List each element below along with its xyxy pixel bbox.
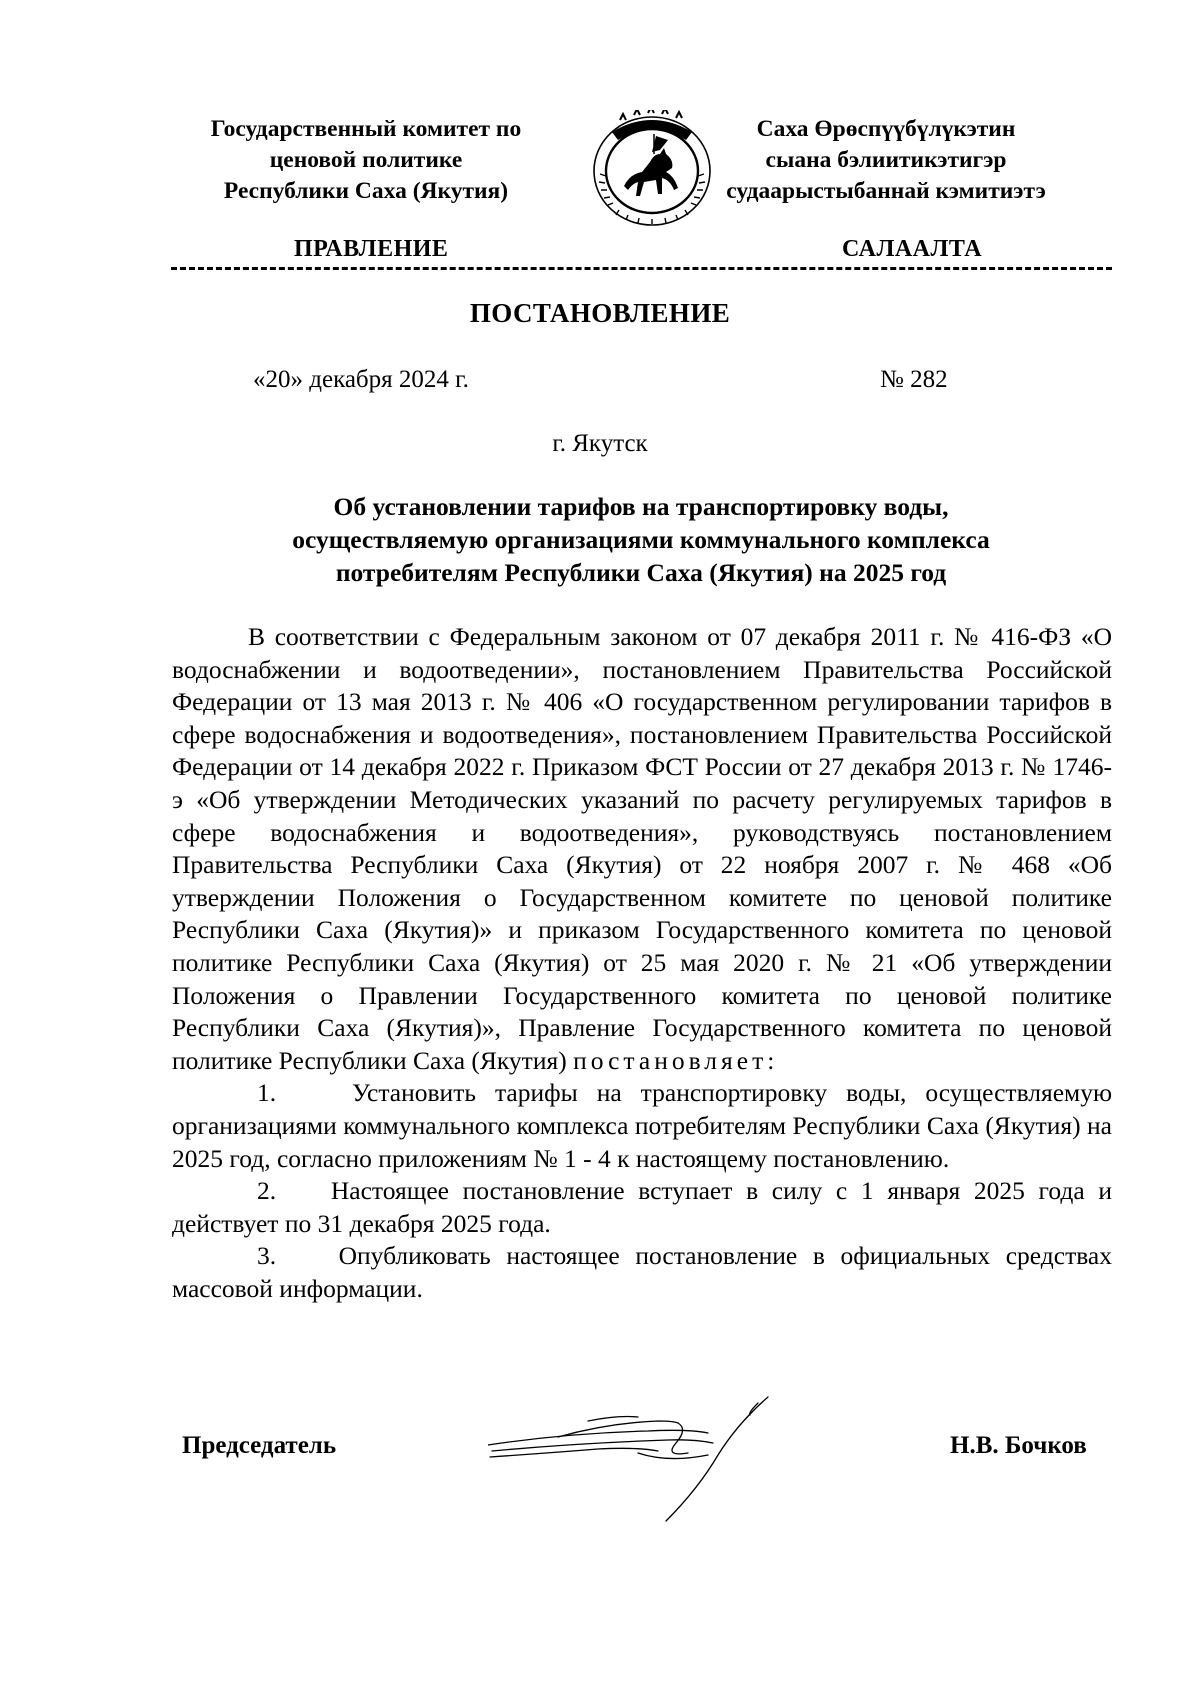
dashed-separator [171,267,1112,270]
header-left-block [180,114,552,207]
list-item [172,1175,1112,1240]
item-text: Установить тарифы на транспортировку воды, осуществляемую организациями коммунального комплекса потребителям Республики Саха (Якутия) на 2025 год, согласно приложениям № 1 - 4 к настоящему постановлению. [172,1078,1112,1173]
preamble-paragraph [172,621,1112,1077]
list-item [172,1077,1112,1175]
board-label-sah: САЛААЛТА [842,236,983,262]
signatory-title: Председатель [182,1432,337,1459]
header-right-line-3: судаарыстыбаннай кэмитиэтэ [726,178,1046,204]
item-number: 2. [257,1176,277,1206]
item-number: 1. [257,1078,277,1108]
handwritten-signature-icon [488,1393,788,1525]
item-text: Настоящее постановление вступает в силу с 1 января 2025 года и действует по 31 декабря 2025 года. [172,1176,1113,1238]
document-title [170,490,1112,589]
document-title-line-2: осуществляемую организациями коммунального комплекса [292,525,990,554]
preamble-text: В соответствии с Федеральным законом от 07 декабря 2011 г. № 416-ФЗ «О водоснабжении и водоотведении», постановлением Правительства Российской Федерации от 13 мая 2013 г. № 406 «О государственном регулировании тарифов в сфере водоснабжения и водоотведения», постановлением Правительства Российской Федерации от 14 декабря 2022 г. Приказом ФСТ России от 27 декабря 2013 г. № 1746-э «Об утверждении Методических указаний по расчету регулируемых тарифов в сфере водоснабжения и водоотведения», руководствуясь постановлением Правительства Республики Саха (Якутия) от 22 ноября 2007 г. № 468 «Об утверждении Положения о Государственном комитете по ценовой политике Республики Саха (Якутия)» и приказом Государственного комитета по ценовой политике Республики Саха (Якутия) от 25 мая 2020 г. № 21 «Об утверждении Положения о Правлении Государственного комитета по ценовой политике Республики Саха (Якутия)», Правление Государственного комитета по ценовой политике Республики Саха (Якутия) [172,622,1112,1075]
header-right-block [708,114,1064,207]
list-item [172,1240,1112,1305]
signatory-name: Н.В. Бочков [950,1432,1087,1459]
header-left-line-1: Государственный комитет по [210,116,522,142]
header-left-line-3: Республики Саха (Якутия) [223,178,509,204]
header-right-line-2: сыана бэлиитикэтигэр [765,147,1007,173]
item-number: 3. [257,1241,277,1271]
document-date: «20» декабря 2024 г. [253,366,469,393]
header-left-line-2: ценовой политике [269,147,463,173]
document-body [172,621,1112,1305]
document-number: № 282 [880,366,948,393]
board-label-ru: ПРАВЛЕНИЕ [294,236,449,262]
document-city: г. Якутск [552,430,648,457]
coat-of-arms-emblem-icon [590,110,714,228]
resolves-text: постановляет: [573,1045,779,1075]
document-title-line-3: потребителям Республики Саха (Якутия) на 2025 год [335,558,947,587]
document-type-heading: ПОСТАНОВЛЕНИЕ [469,298,731,328]
item-text: Опубликовать настоящее постановление в официальных средствах массовой информации. [172,1241,1113,1303]
document-title-line-1: Об установлении тарифов на транспортировку воды, [333,492,949,521]
header-right-line-1: Саха Өрөспүүбүлүкэтин [756,116,1016,142]
